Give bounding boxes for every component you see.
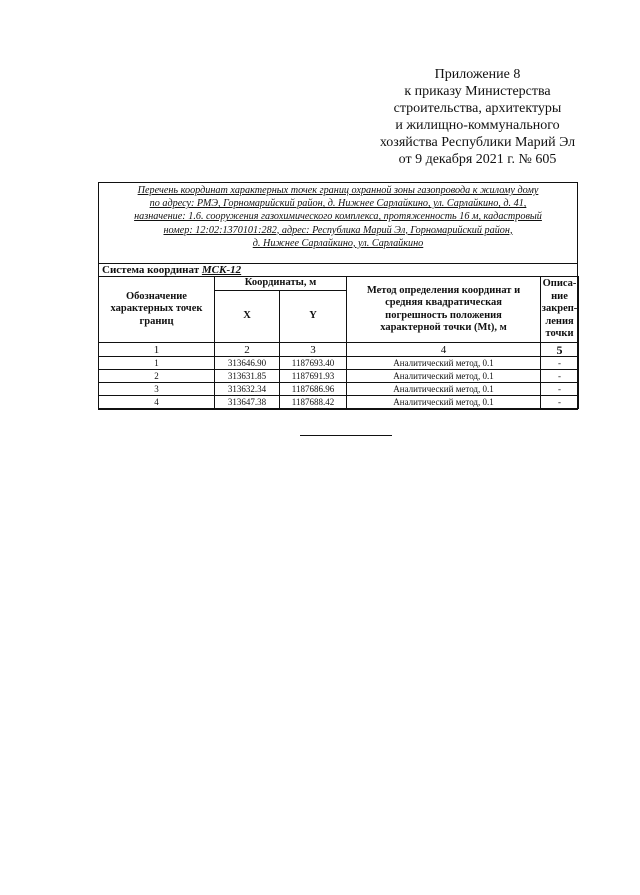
table-row	[99, 383, 579, 396]
coordinate-system-row	[99, 263, 577, 276]
column-number: 5	[541, 343, 579, 357]
method-value: Аналитический метод, 0.1	[347, 370, 541, 383]
method-value: Аналитический метод, 0.1	[347, 357, 541, 370]
description-value: -	[541, 370, 579, 383]
y-value: 1187686.96	[280, 383, 347, 396]
table-row	[99, 370, 579, 383]
y-value: 1187688.42	[280, 396, 347, 409]
list-title	[100, 184, 576, 250]
list-title-line: назначение: 1.6. сооружения газохимического комплекса, протяженность 16 м, кадастровый	[134, 211, 542, 223]
header-method: Метод определения координат и средняя квадратическая погрешность положения характерной точки (Mt), м	[347, 277, 541, 343]
footer-divider	[300, 435, 392, 436]
coordinate-system-label: Система координат	[102, 264, 200, 276]
column-number: 1	[99, 343, 215, 357]
appendix-line: и жилищно-коммунального	[395, 118, 560, 133]
appendix-header	[350, 66, 605, 168]
header-point-description: Описа- ние закреп- ления точки	[541, 277, 579, 343]
list-title-line: номер: 12:02:1370101:282, адрес: Республика Марий Эл, Горномарийский район,	[163, 224, 513, 236]
list-title-line: Перечень координат характерных точек границ охранной зоны газопровода к жилому дому	[137, 185, 539, 196]
description-value: -	[541, 396, 579, 409]
header-coordinates-group: Координаты, м	[215, 277, 347, 291]
column-number: 4	[347, 343, 541, 357]
method-value: Аналитический метод, 0.1	[347, 383, 541, 396]
y-value: 1187693.40	[280, 357, 347, 370]
point-id: 2	[99, 370, 215, 383]
method-value: Аналитический метод, 0.1	[347, 396, 541, 409]
header-y: Y	[280, 291, 347, 343]
header-x: X	[215, 291, 280, 343]
list-title-line: д. Нижнее Сарлайкино, ул. Сарлайкино	[252, 237, 424, 249]
appendix-line: строительства, архитектуры	[393, 101, 562, 116]
x-value: 313631.85	[215, 370, 280, 383]
list-title-line: по адресу: РМЭ, Горномарийский район, д. Нижнее Сарлайкино, ул. Сарлайкино, д. 41,	[149, 198, 527, 210]
description-value: -	[541, 357, 579, 370]
column-number-row	[99, 343, 579, 357]
column-number: 3	[280, 343, 347, 357]
x-value: 313647.38	[215, 396, 280, 409]
appendix-line: хозяйства Республики Марий Эл	[379, 135, 576, 150]
column-number: 2	[215, 343, 280, 357]
header-row	[99, 277, 579, 291]
appendix-line: Приложение 8	[434, 67, 521, 82]
y-value: 1187691.93	[280, 370, 347, 383]
x-value: 313646.90	[215, 357, 280, 370]
coordinates-table	[98, 276, 579, 409]
description-value: -	[541, 383, 579, 396]
table-row	[99, 357, 579, 370]
point-id: 4	[99, 396, 215, 409]
point-id: 3	[99, 383, 215, 396]
coordinate-system-value: МСК-12	[201, 264, 242, 276]
table-row	[99, 396, 579, 409]
appendix-line: к приказу Министерства	[404, 84, 551, 99]
x-value: 313632.34	[215, 383, 280, 396]
header-point-designation: Обозначение характерных точек границ	[99, 277, 215, 343]
appendix-line: от 9 декабря 2021 г. № 605	[398, 152, 557, 167]
point-id: 1	[99, 357, 215, 370]
